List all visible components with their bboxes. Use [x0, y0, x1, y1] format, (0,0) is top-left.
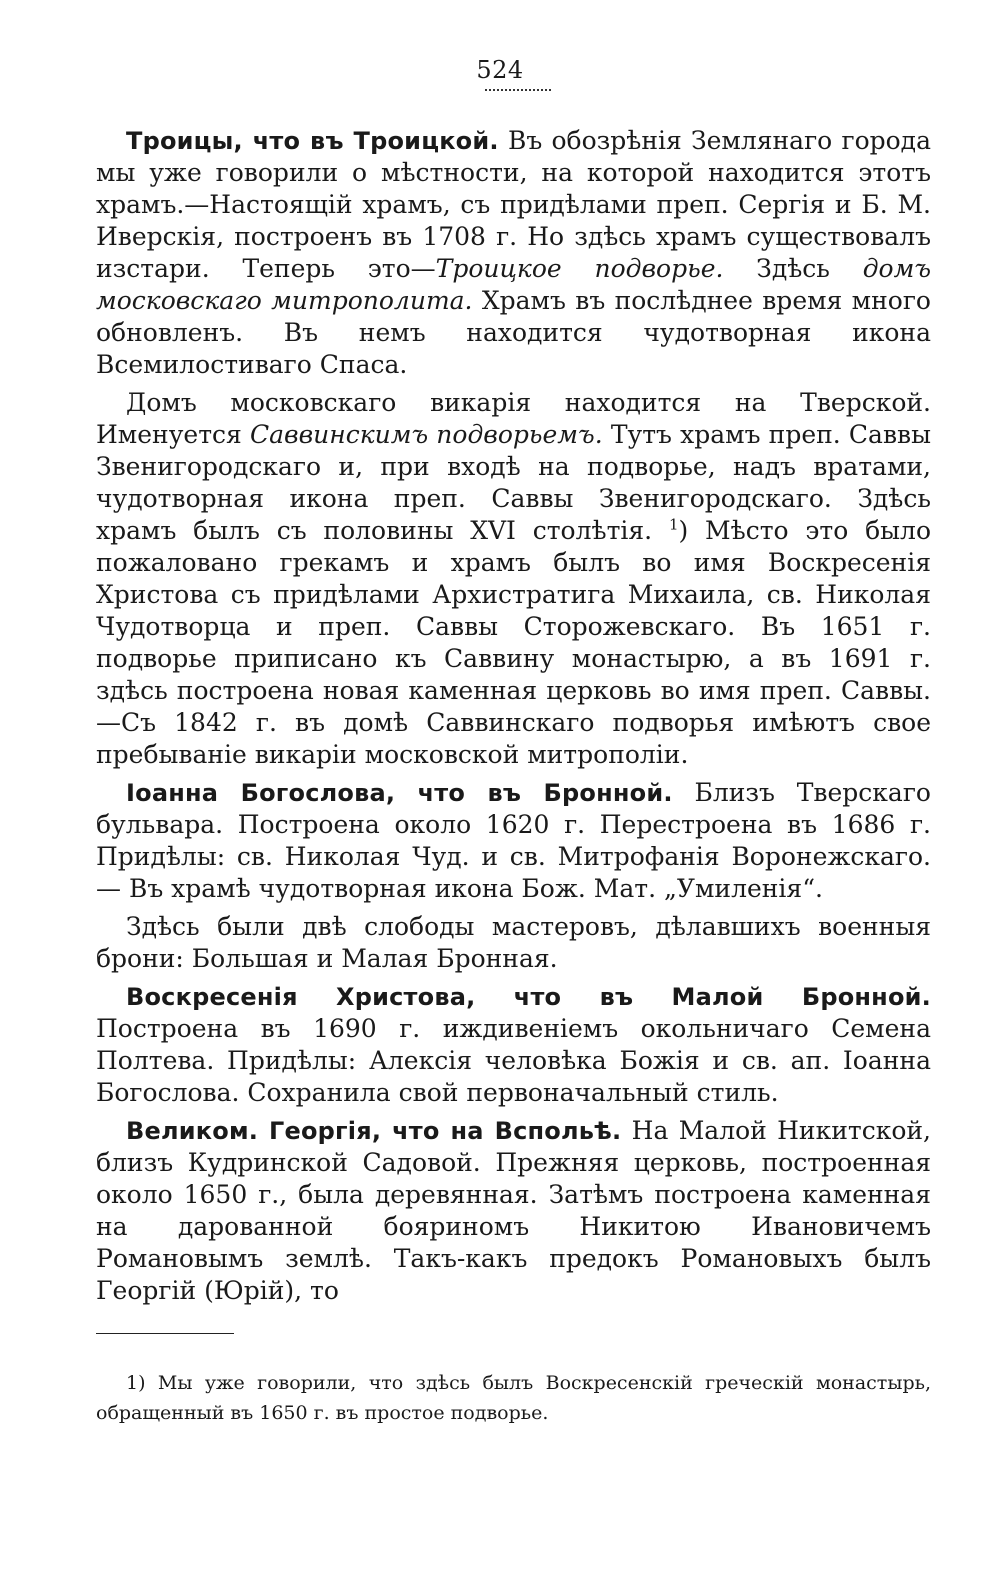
church-heading: Троицы, что въ Троицкой. — [126, 127, 499, 155]
paragraph-text: Близъ Тверскаго бульвара. Построена около 1620 г. Перестроена въ 1686 г. Придѣлы: св. Николая Чуд. и св. Митрофанія Воронежскаго. — Въ храмѣ чудотворная икона Бож. Мат. „Умиленія“. — [96, 778, 931, 903]
page-number: 524 — [476, 56, 524, 84]
footnote-separator — [96, 1333, 234, 1334]
church-heading: Воскресенія Христова, что въ Малой Бронной. — [126, 983, 931, 1011]
church-heading: Великом. Георгія, что на Вспольѣ. — [126, 1117, 622, 1145]
paragraph-text: Храмъ въ послѣднее время много обновленъ. Въ немъ находится чудотворная икона Всемилостиваго Спаса. — [96, 286, 931, 379]
paragraph-john-theologian-church — [96, 777, 931, 905]
italic-phrase: домъ московскаго митрополита. — [96, 254, 931, 315]
footnote: 1) Мы уже говорили, что здѣсь былъ Воскресенскій греческій монастырь, обращенный въ 1650 г. въ простое подворье. — [96, 1372, 931, 1424]
paragraph-text: Въ обозрѣнія Землянаго города мы уже говорили о мѣстности, на которой находится этотъ храмъ.—Настоящій храмъ, съ придѣлами преп. Сергія и Б. М. Иверскія, построенъ въ 1708 г. Но здѣсь храмъ существовалъ изстари. Теперь это— — [96, 126, 931, 283]
paragraph-resurrection-church — [96, 981, 931, 1109]
paragraph-text: На Малой Никитской, близъ Кудринской Садовой. Прежняя церковь, построенная около 1650 г., была деревянная. Затѣмъ построена каменная на дарованной бояриномъ Никитою Ивановичемъ Романовымъ землѣ. Такъ-какъ предокъ Романовыхъ былъ Георгій (Юрій), то — [96, 1116, 932, 1305]
main-text — [96, 125, 931, 1307]
paragraph-vicar-house — [96, 387, 931, 771]
page-number-underline — [485, 89, 551, 91]
paragraph-text: Домъ московскаго викарія находится на Тверской. Именуется — [96, 388, 931, 449]
church-heading: Іоанна Богослова, что въ Бронной. — [126, 779, 673, 807]
paragraph-text: Здѣсь были двѣ слободы мастеровъ, дѣлавшихъ военныя брони: Большая и Малая Бронная. — [96, 912, 931, 973]
paragraph-text: Тутъ храмъ преп. Саввы Звенигородскаго и, при входѣ на подворье, надъ вратами, чудотворная икона преп. Саввы Звенигородскаго. Здѣсь храмъ былъ съ половины XVI столѣтія. — [96, 420, 932, 545]
paragraph-text: Построена въ 1690 г. иждивеніемъ окольничаго Семена Полтева. Придѣлы: Алексія человѣка Божія и св. ап. Іоанна Богослова. Сохранила свой первоначальный стиль. — [96, 1014, 931, 1107]
italic-phrase: Саввинскимъ подворьемъ. — [250, 420, 603, 449]
footnote-marker: 1 — [668, 515, 679, 534]
paragraph-trinity-church — [96, 125, 931, 381]
paragraph-text: Здѣсь — [723, 254, 863, 283]
italic-phrase: Троицкое подворье. — [435, 254, 724, 283]
paragraph-text: ) Мѣсто это было пожаловано грекамъ и храмъ былъ во имя Воскресенія Христова съ придѣлами Архистратига Михаила, св. Николая Чудотворца и преп. Саввы Сторожевскаго. Въ 1651 г. подворье приписано къ Саввину монастырю, а въ 1691 г. здѣсь построена новая каменная церковь во имя преп. Саввы.—Съ 1842 г. въ домѣ Саввинскаго подворья имѣютъ свое пребываніе викаріи московской митрополіи. — [96, 516, 931, 769]
paragraph-st-george-church — [96, 1115, 931, 1307]
paragraph-bronnaya-settlements — [96, 911, 931, 975]
